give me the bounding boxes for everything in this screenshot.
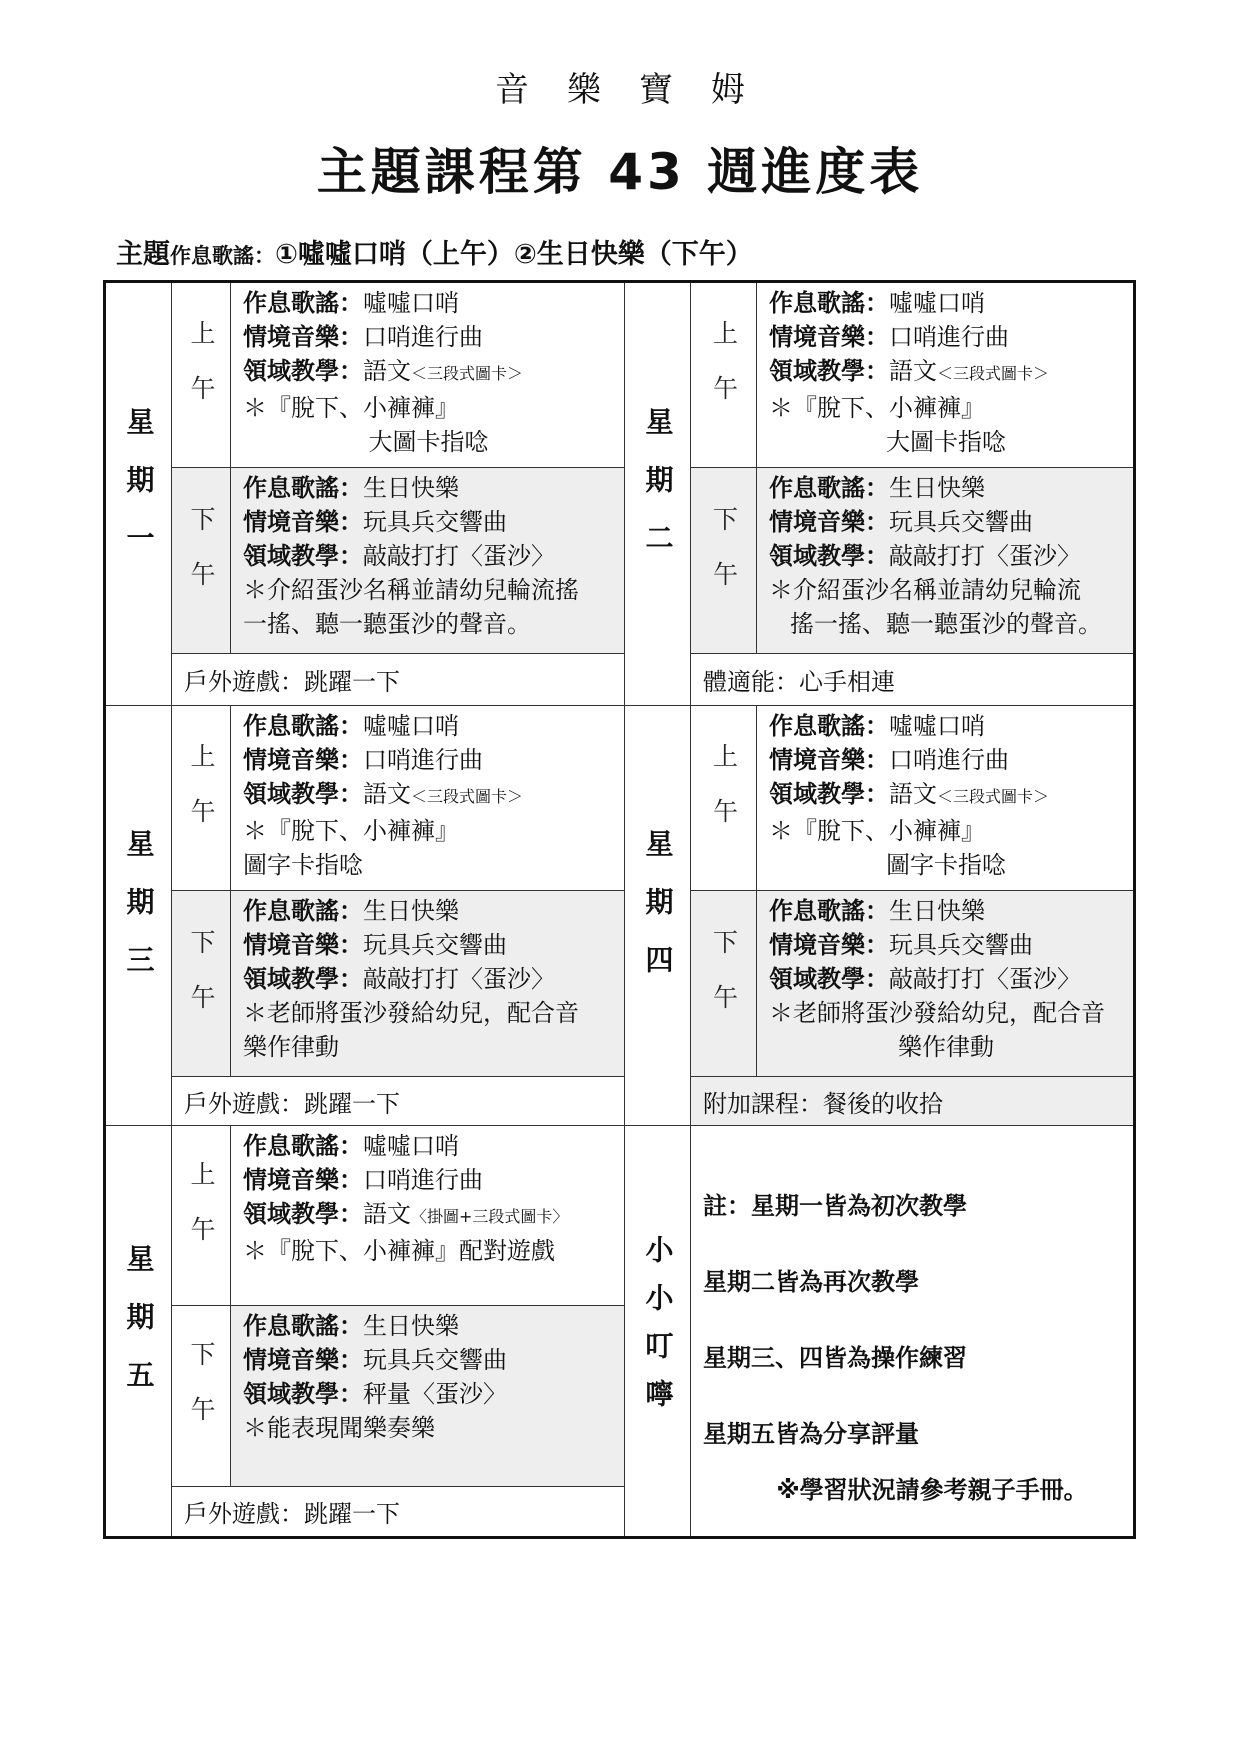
note-line: 註：星期一皆為初次教學 [703,1192,967,1220]
day-label-tuesday [624,283,691,706]
activity-line: ＊『脫下、小褲褲』 [769,394,985,422]
domain-note: ＜三段式圖卡＞ [937,364,1050,383]
thursday-extra-activity: 附加課程：餐後的收拾 [691,1077,1133,1126]
activity-line: ＊『脫下、小褲褲』配對遊戲 [243,1237,555,1265]
song-value: 生日快樂 [363,897,459,925]
domain-label: 領域教學： [243,1380,363,1408]
activity-line: ＊能表現聞樂奏樂 [243,1414,435,1442]
music-value: 玩具兵交響曲 [363,931,507,959]
music-label: 情境音樂： [243,1346,363,1374]
domain-value: 語文 [889,357,937,385]
song-label: 作息歌謠： [243,1312,363,1340]
wednesday-am-content [231,706,624,891]
day-label-text: 星期三 [122,828,156,1003]
song-label: 作息歌謠： [769,712,889,740]
monday-pm-content [231,468,624,654]
subtitle-rest: ①噓噓口哨（上午）②生日快樂（下午） [275,239,753,270]
music-label: 情境音樂： [243,323,363,351]
song-value: 生日快樂 [889,897,985,925]
music-value: 口哨進行曲 [889,746,1009,774]
pm-label [172,891,231,1077]
note-line: 星期三、四皆為操作練習 [703,1344,967,1372]
domain-value: 語文 [363,1200,411,1228]
music-value: 口哨進行曲 [363,323,483,351]
day-label-text: 星期一 [122,407,156,581]
music-label: 情境音樂： [243,508,363,536]
domain-value: 敲敲打打〈蛋沙〉 [889,542,1081,570]
song-value: 噓噓口哨 [363,1132,459,1160]
day-label-text: 星期二 [641,407,675,581]
music-value: 口哨進行曲 [363,746,483,774]
music-value: 玩具兵交響曲 [363,508,507,536]
tuesday-extra-activity: 體適能：心手相連 [691,654,1133,706]
theme-subtitle [116,232,753,271]
domain-value: 敲敲打打〈蛋沙〉 [363,542,555,570]
music-label: 情境音樂： [243,1166,363,1194]
song-value: 噓噓口哨 [889,712,985,740]
activity-line: 搖一搖、聽一聽蛋沙的聲音。 [790,610,1102,638]
page-title: 主題課程第 43 週進度表 [316,143,924,201]
music-label: 情境音樂： [769,746,889,774]
am-label [691,283,757,468]
weekly-schedule-table [103,280,1136,1539]
day-label-text: 星期四 [641,828,675,1003]
domain-value: 敲敲打打〈蛋沙〉 [363,965,555,993]
am-label-text: 上午 [709,320,739,430]
music-value: 玩具兵交響曲 [889,931,1033,959]
activity-line: ＊老師將蛋沙發給幼兒，配合音 [243,999,579,1027]
friday-am-content [231,1126,624,1306]
domain-value: 語文 [363,780,411,808]
song-label: 作息歌謠： [769,897,889,925]
activity-line: 大圖卡指唸 [886,428,1006,456]
music-value: 玩具兵交響曲 [363,1346,507,1374]
domain-label: 領域教學： [769,357,889,385]
music-value: 玩具兵交響曲 [889,508,1033,536]
activity-line: ＊『脫下、小褲褲』 [769,817,985,845]
reminder-label [624,1126,691,1536]
monday-extra-activity: 戶外遊戲：跳躍一下 [172,654,624,706]
am-label [691,706,757,891]
domain-value: 秤量〈蛋沙〉 [363,1380,507,1408]
thursday-am-content [757,706,1133,891]
am-label-text: 上午 [187,320,216,430]
domain-note: ＜三段式圖卡＞ [937,787,1050,806]
reminder-notes [691,1126,1133,1536]
song-label: 作息歌謠： [243,897,363,925]
domain-note: 〈掛圖+三段式圖卡〉 [411,1207,569,1226]
song-value: 噓噓口哨 [363,712,459,740]
music-value: 口哨進行曲 [889,323,1009,351]
song-value: 噓噓口哨 [363,289,459,317]
am-label [172,1126,231,1306]
note-line: 星期五皆為分享評量 [703,1420,919,1448]
activity-line: ＊『脫下、小褲褲』 [243,394,459,422]
activity-line: 大圖卡指唸 [368,428,489,456]
am-label-text: 上午 [709,743,739,853]
domain-label: 領域教學： [243,965,363,993]
song-value: 生日快樂 [363,1312,459,1340]
tuesday-pm-content [757,468,1133,654]
friday-extra-activity: 戶外遊戲：跳躍一下 [184,1500,400,1528]
domain-label: 領域教學： [769,965,889,993]
song-value: 生日快樂 [889,474,985,502]
activity-line: ＊老師將蛋沙發給幼兒，配合音 [769,999,1105,1027]
wednesday-pm-content [231,891,624,1077]
activity-line: ＊介紹蛋沙名稱並請幼兒輪流 [769,576,1081,604]
am-label [172,706,231,891]
pm-label-text: 下午 [187,505,216,616]
thursday-pm-content [757,891,1133,1077]
activity-line: 圖字卡指唸 [886,851,1006,879]
pm-label-text: 下午 [187,928,216,1039]
subtitle-mid: 作息歌謠： [170,244,275,268]
wednesday-extra-activity: 戶外遊戲：跳躍一下 [172,1077,624,1126]
music-label: 情境音樂： [243,931,363,959]
pm-label-text: 下午 [187,1341,216,1451]
pm-label [691,891,757,1077]
domain-value: 語文 [363,357,411,385]
song-value: 生日快樂 [363,474,459,502]
tuesday-am-content [757,283,1133,468]
activity-line: 樂作律動 [898,1033,994,1061]
song-label: 作息歌謠： [243,1132,363,1160]
subtitle-lead: 主題 [116,239,170,270]
monday-am-content [231,283,624,468]
pm-label-text: 下午 [709,505,739,616]
day-label-friday [106,1126,172,1536]
domain-label: 領域教學： [243,1200,363,1228]
activity-line: 樂作律動 [243,1033,339,1061]
music-label: 情境音樂： [769,931,889,959]
activity-line: 一搖、聽一聽蛋沙的聲音。 [243,610,531,638]
activity-line: ＊介紹蛋沙名稱並請幼兒輪流搖 [243,576,579,604]
pm-label [691,468,757,654]
domain-note: ＜三段式圖卡＞ [411,787,524,806]
domain-label: 領域教學： [769,780,889,808]
note-line: 星期二皆為再次教學 [703,1268,919,1296]
activity-line: 圖字卡指唸 [243,851,363,879]
song-label: 作息歌謠： [243,712,363,740]
domain-label: 領域教學： [243,357,363,385]
domain-value: 語文 [889,780,937,808]
day-label-monday [106,283,172,706]
day-label-thursday [624,706,691,1126]
music-value: 口哨進行曲 [363,1166,483,1194]
day-label-wednesday [106,706,172,1126]
song-label: 作息歌謠： [769,289,889,317]
reminder-label-text: 小小叮嚀 [641,1235,675,1427]
day-label-text: 星期五 [122,1244,156,1418]
music-label: 情境音樂： [769,508,889,536]
song-label: 作息歌謠： [243,474,363,502]
domain-label: 領域教學： [769,542,889,570]
song-label: 作息歌謠： [243,289,363,317]
am-label [172,283,231,468]
domain-label: 領域教學： [243,542,363,570]
friday-pm-content [231,1306,624,1487]
pm-label-text: 下午 [709,928,739,1039]
music-label: 情境音樂： [769,323,889,351]
am-label-text: 上午 [187,743,216,853]
organization-name: 音樂寶姆 [495,70,783,110]
song-value: 噓噓口哨 [889,289,985,317]
note-line: ※學習狀況請參考親子手冊。 [776,1476,1088,1504]
domain-value: 敲敲打打〈蛋沙〉 [889,965,1081,993]
am-label-text: 上午 [187,1160,216,1271]
domain-note: ＜三段式圖卡＞ [411,364,524,383]
music-label: 情境音樂： [243,746,363,774]
activity-line: ＊『脫下、小褲褲』 [243,817,459,845]
domain-label: 領域教學： [243,780,363,808]
song-label: 作息歌謠： [769,474,889,502]
pm-label [172,468,231,654]
pm-label [172,1306,231,1487]
